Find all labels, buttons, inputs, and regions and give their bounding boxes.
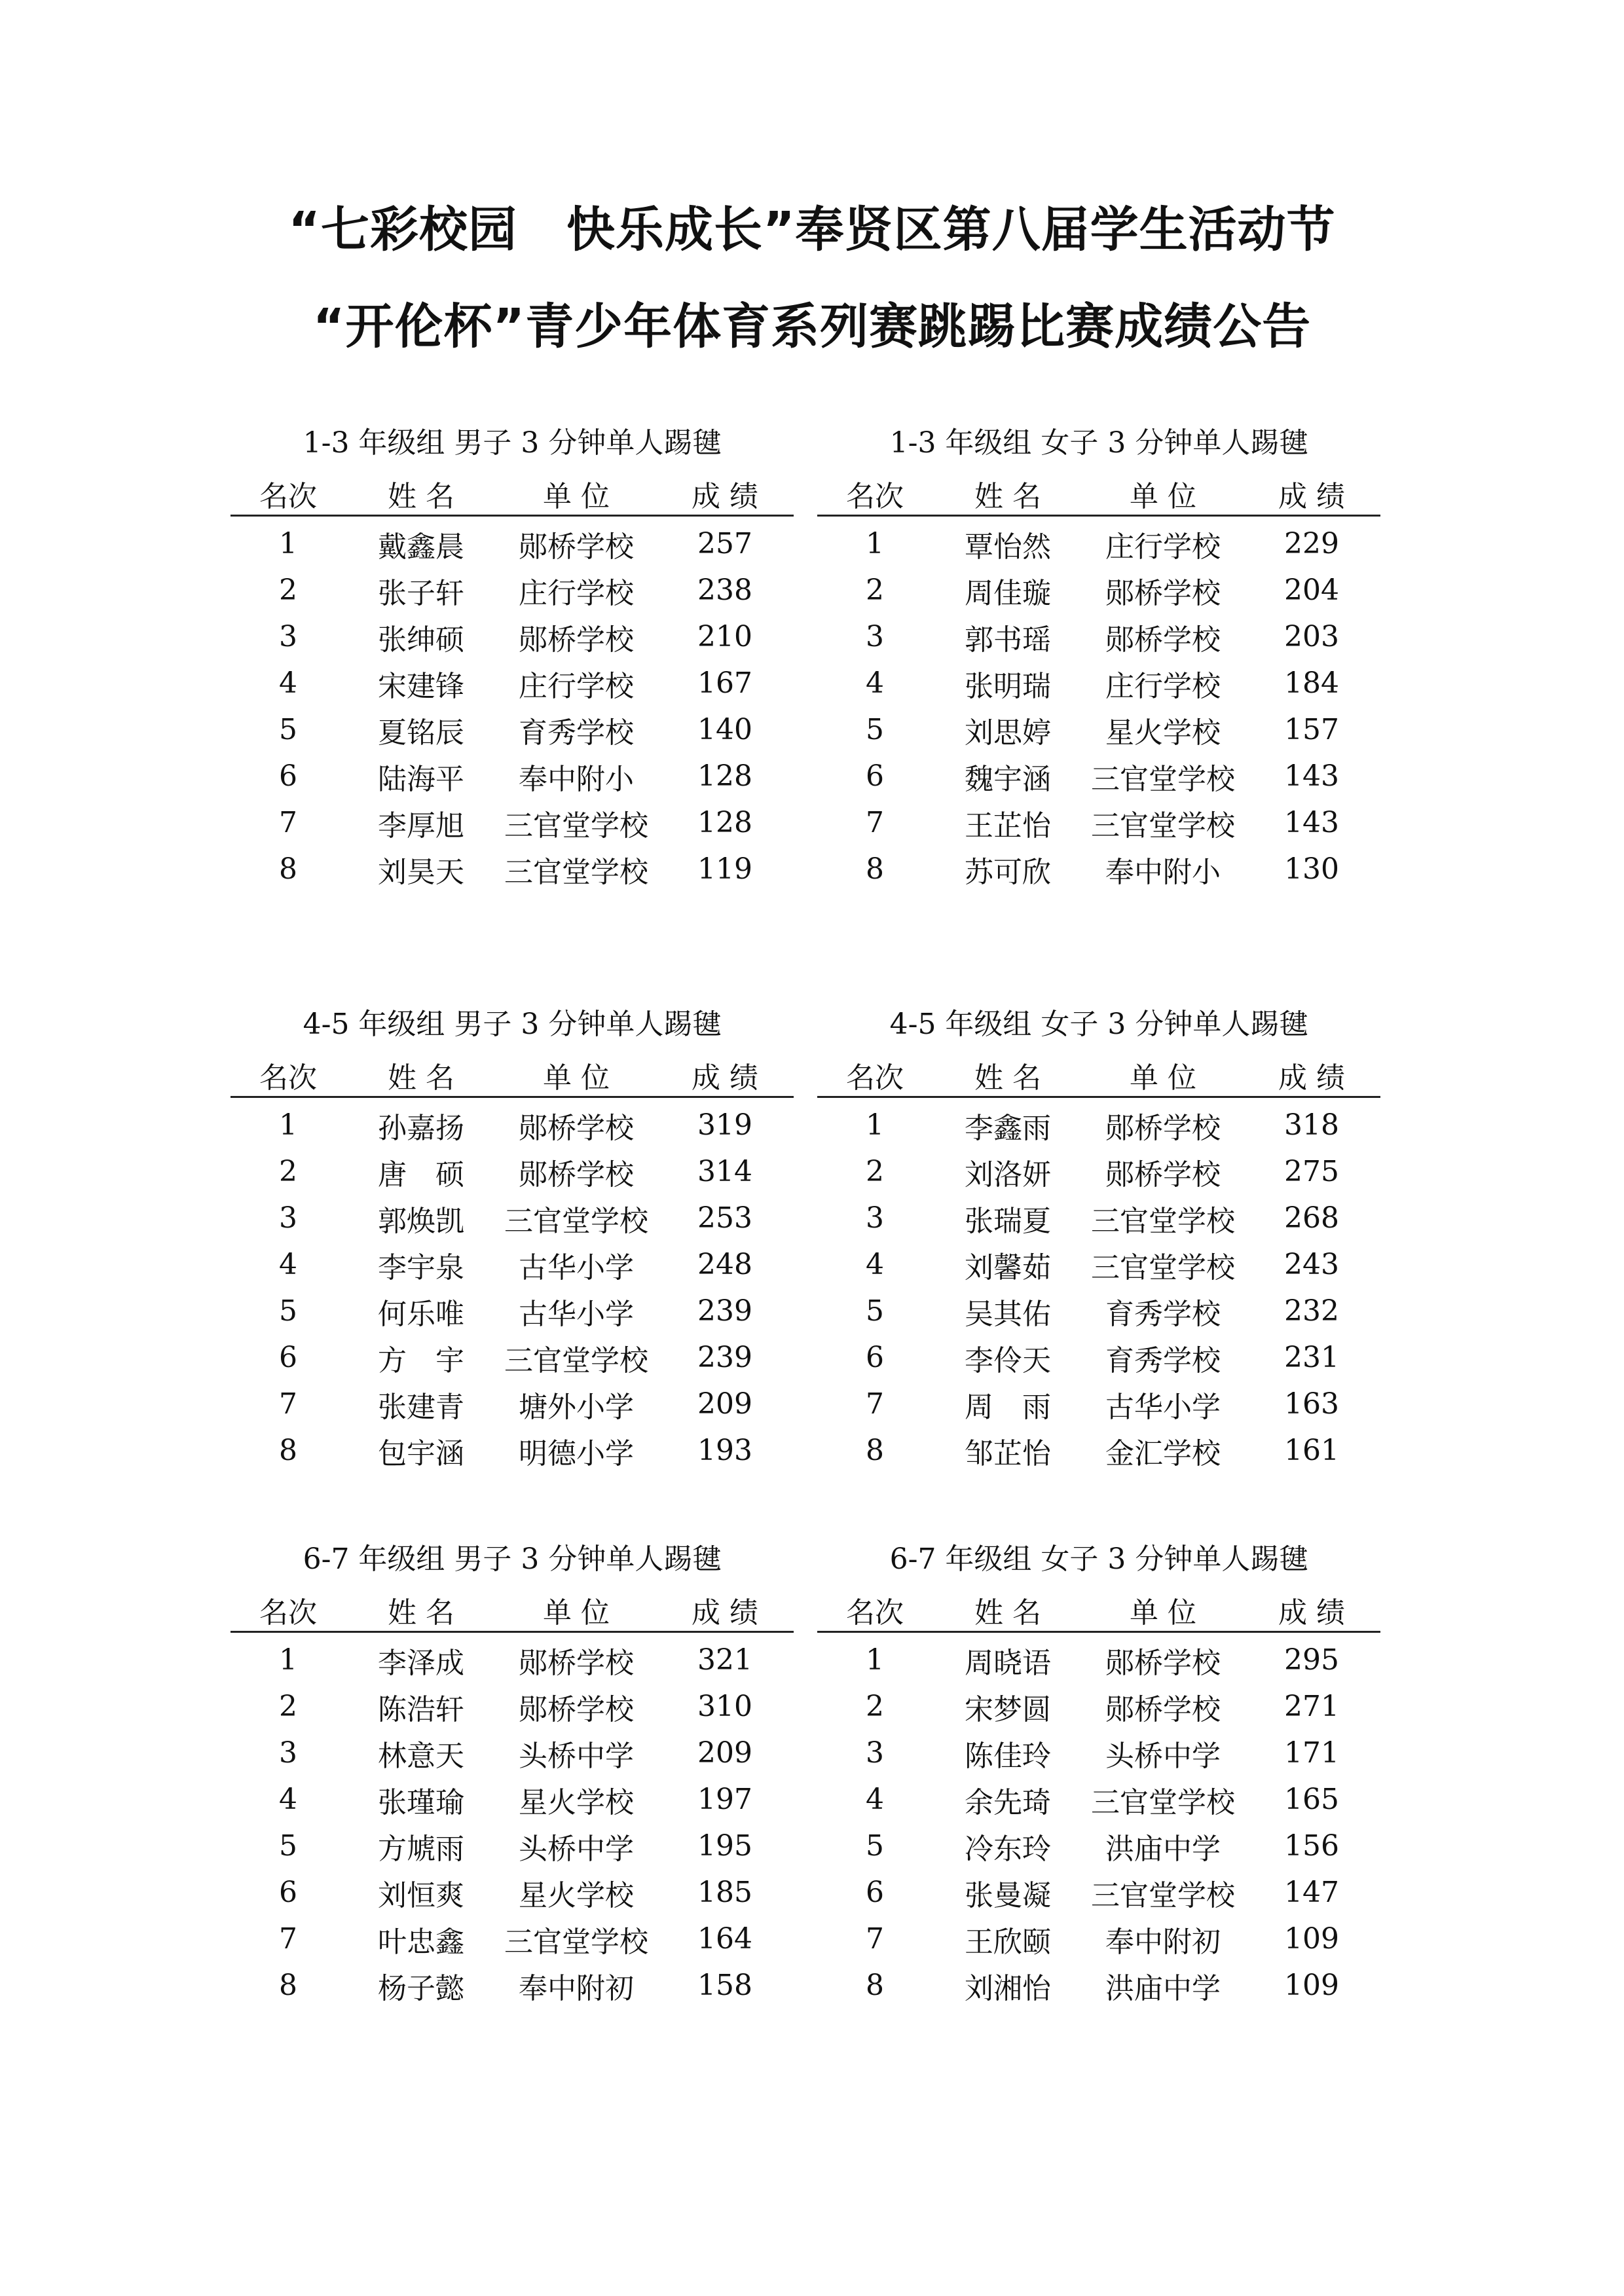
table-header-row — [817, 473, 1380, 516]
score-cell: 209 — [697, 1387, 752, 1421]
name-cell: 方 宇 — [378, 1343, 464, 1377]
score-cell: 209 — [697, 1736, 752, 1770]
rank-cell: 6 — [279, 759, 297, 793]
table-row — [817, 1241, 1380, 1288]
score-cell: 231 — [1284, 1341, 1339, 1374]
table-row — [231, 1869, 794, 1916]
rank-cell: 2 — [279, 1155, 297, 1188]
table-row — [231, 1916, 794, 1962]
rank-cell: 7 — [279, 806, 297, 839]
column-header-rank: 名次 — [231, 1589, 346, 1632]
name-cell: 李泽成 — [378, 1646, 464, 1680]
unit-cell: 奉中附小 — [1105, 855, 1221, 889]
column-header-rank: 名次 — [231, 1054, 346, 1097]
score-cell: 109 — [1284, 1922, 1339, 1956]
name-cell: 陈浩轩 — [378, 1692, 464, 1726]
score-cell: 253 — [697, 1201, 752, 1235]
results-table — [231, 473, 794, 892]
unit-cell: 郧桥学校 — [1105, 623, 1221, 657]
score-cell: 128 — [697, 806, 752, 839]
name-cell: 刘馨茹 — [965, 1250, 1051, 1285]
unit-cell: 郧桥学校 — [1105, 1692, 1221, 1726]
score-cell: 275 — [1284, 1155, 1339, 1188]
table-header-row — [817, 1589, 1380, 1632]
name-cell: 冷东玲 — [965, 1832, 1051, 1866]
score-cell: 229 — [1284, 527, 1339, 560]
unit-cell: 古华小学 — [519, 1250, 634, 1285]
rank-cell: 2 — [866, 1155, 884, 1188]
unit-cell: 星火学校 — [1105, 716, 1221, 750]
score-cell: 271 — [1284, 1690, 1339, 1723]
rank-cell: 3 — [279, 1736, 297, 1770]
rank-cell: 7 — [866, 1387, 884, 1421]
table-row — [231, 1288, 794, 1334]
name-cell: 唐 硕 — [378, 1157, 464, 1192]
unit-cell: 三官堂学校 — [1091, 809, 1235, 843]
name-cell: 张瑾瑜 — [378, 1785, 464, 1819]
table-row — [231, 1962, 794, 2009]
name-cell: 郭焕凯 — [378, 1204, 464, 1238]
rank-cell: 6 — [279, 1876, 297, 1909]
name-cell: 李伶天 — [965, 1343, 1051, 1377]
score-cell: 143 — [1284, 759, 1339, 793]
name-cell: 王欣颐 — [965, 1925, 1051, 1959]
unit-cell: 洪庙中学 — [1105, 1832, 1221, 1866]
score-cell: 156 — [1284, 1829, 1339, 1863]
unit-cell: 头桥中学 — [1105, 1739, 1221, 1773]
notice-title-line-1: “七彩校园 快乐成长”奉贤区第八届学生活动节 — [288, 202, 1336, 258]
unit-cell: 星火学校 — [519, 1878, 634, 1912]
score-cell: 161 — [1284, 1434, 1339, 1467]
name-cell: 何乐唯 — [378, 1297, 464, 1331]
name-cell: 杨子懿 — [378, 1971, 464, 2005]
score-cell: 243 — [1284, 1248, 1339, 1281]
unit-cell: 郧桥学校 — [519, 623, 634, 657]
rank-cell: 1 — [279, 527, 297, 560]
unit-cell: 郧桥学校 — [519, 1157, 634, 1192]
rank-cell: 1 — [279, 1108, 297, 1142]
rank-cell: 6 — [866, 1341, 884, 1374]
name-cell: 张绅硕 — [378, 623, 464, 657]
unit-cell: 庄行学校 — [1105, 530, 1221, 564]
table-row — [231, 1241, 794, 1288]
score-cell: 164 — [697, 1922, 752, 1956]
column-header-name: 姓 名 — [346, 1054, 496, 1097]
name-cell: 张子轩 — [378, 576, 464, 610]
name-cell: 覃怡然 — [965, 530, 1051, 564]
name-cell: 方虓雨 — [378, 1832, 464, 1866]
rank-cell: 7 — [866, 806, 884, 839]
rank-cell: 2 — [866, 1690, 884, 1723]
table-row — [817, 1962, 1380, 2009]
name-cell: 周晓语 — [965, 1646, 1051, 1680]
unit-cell: 郧桥学校 — [1105, 1111, 1221, 1145]
notice-title-line-2: “开伦杯”青少年体育系列赛跳踢比赛成绩公告 — [312, 299, 1312, 355]
column-header-score: 成 绩 — [656, 1054, 794, 1097]
table-row — [817, 567, 1380, 613]
table-row — [817, 1776, 1380, 1823]
score-cell: 119 — [697, 852, 752, 886]
table-row — [231, 1427, 794, 1474]
unit-cell: 郧桥学校 — [1105, 1646, 1221, 1680]
table-row — [817, 1823, 1380, 1869]
column-header-name: 姓 名 — [346, 473, 496, 516]
unit-cell: 郧桥学校 — [519, 1646, 634, 1680]
rank-cell: 2 — [279, 574, 297, 607]
column-header-name: 姓 名 — [932, 1589, 1083, 1632]
table-row — [231, 1148, 794, 1195]
rank-cell: 7 — [279, 1387, 297, 1421]
rank-cell: 3 — [866, 620, 884, 653]
name-cell: 苏可欣 — [965, 855, 1051, 889]
rank-cell: 4 — [866, 1783, 884, 1816]
column-header-score: 成 绩 — [1243, 473, 1380, 516]
table-row — [231, 1823, 794, 1869]
score-cell: 184 — [1284, 666, 1339, 700]
column-header-score: 成 绩 — [1243, 1589, 1380, 1632]
table-row — [231, 1381, 794, 1427]
column-header-rank: 名次 — [817, 1589, 932, 1632]
unit-cell: 星火学校 — [519, 1785, 634, 1819]
table-row — [231, 660, 794, 706]
unit-cell: 塘外小学 — [519, 1390, 634, 1424]
results-table — [231, 1589, 794, 2009]
unit-cell: 三官堂学校 — [1091, 1250, 1235, 1285]
score-cell: 140 — [697, 713, 752, 746]
rank-cell: 6 — [866, 759, 884, 793]
table-row — [817, 660, 1380, 706]
rank-cell: 8 — [279, 852, 297, 886]
column-header-rank: 名次 — [231, 473, 346, 516]
name-cell: 林意天 — [378, 1739, 464, 1773]
table-row — [817, 1427, 1380, 1474]
column-header-unit: 单 位 — [1083, 473, 1243, 516]
score-cell: 319 — [697, 1108, 752, 1142]
table-row — [817, 1148, 1380, 1195]
name-cell: 刘昊天 — [378, 855, 464, 889]
score-cell: 318 — [1284, 1108, 1339, 1142]
unit-cell: 庄行学校 — [519, 669, 634, 703]
unit-cell: 明德小学 — [519, 1436, 634, 1470]
unit-cell: 洪庙中学 — [1105, 1971, 1221, 2005]
rank-cell: 6 — [279, 1341, 297, 1374]
table-row — [817, 706, 1380, 753]
unit-cell: 三官堂学校 — [504, 1925, 648, 1959]
column-header-score: 成 绩 — [656, 1589, 794, 1632]
name-cell: 王芷怡 — [965, 809, 1051, 843]
name-cell: 孙嘉扬 — [378, 1111, 464, 1145]
name-cell: 张明瑞 — [965, 669, 1051, 703]
rank-cell: 7 — [866, 1922, 884, 1956]
rank-cell: 5 — [866, 713, 884, 746]
score-cell: 295 — [1284, 1643, 1339, 1677]
unit-cell: 三官堂学校 — [1091, 762, 1235, 796]
rank-cell: 5 — [279, 1294, 297, 1328]
name-cell: 戴鑫晨 — [378, 530, 464, 564]
name-cell: 宋建锋 — [378, 669, 464, 703]
unit-cell: 郧桥学校 — [519, 1692, 634, 1726]
score-cell: 239 — [697, 1294, 752, 1328]
score-cell: 268 — [1284, 1201, 1339, 1235]
score-cell: 193 — [697, 1434, 752, 1467]
table-row — [817, 1288, 1380, 1334]
unit-cell: 郧桥学校 — [1105, 576, 1221, 610]
unit-cell: 古华小学 — [519, 1297, 634, 1331]
unit-cell: 奉中附初 — [519, 1971, 634, 2005]
unit-cell: 育秀学校 — [1105, 1297, 1221, 1331]
rank-cell: 4 — [279, 1783, 297, 1816]
unit-cell: 郧桥学校 — [1105, 1157, 1221, 1192]
table-row — [231, 706, 794, 753]
rank-cell: 1 — [866, 1108, 884, 1142]
score-cell: 171 — [1284, 1736, 1339, 1770]
table-row — [231, 1334, 794, 1381]
table-header-row — [817, 1054, 1380, 1097]
unit-cell: 三官堂学校 — [504, 809, 648, 843]
rank-cell: 3 — [279, 1201, 297, 1235]
rank-cell: 1 — [279, 1643, 297, 1677]
table-row — [231, 846, 794, 892]
rank-cell: 7 — [279, 1922, 297, 1956]
unit-cell: 金汇学校 — [1105, 1436, 1221, 1470]
score-cell: 147 — [1284, 1876, 1339, 1909]
score-cell: 163 — [1284, 1387, 1339, 1421]
table-row — [231, 1730, 794, 1776]
table-row — [231, 799, 794, 846]
unit-cell: 郧桥学校 — [519, 530, 634, 564]
name-cell: 李宇泉 — [378, 1250, 464, 1285]
table-header-row — [231, 1589, 794, 1632]
block-title: 4-5 年级组 女子 3 分钟单人踢毽 — [889, 1008, 1308, 1041]
unit-cell: 头桥中学 — [519, 1832, 634, 1866]
score-cell: 130 — [1284, 852, 1339, 886]
rank-cell: 1 — [866, 527, 884, 560]
unit-cell: 古华小学 — [1105, 1390, 1221, 1424]
rank-cell: 5 — [866, 1829, 884, 1863]
table-row — [231, 516, 794, 568]
name-cell: 张建青 — [378, 1390, 464, 1424]
name-cell: 郭书瑶 — [965, 623, 1051, 657]
table-row — [231, 1683, 794, 1730]
table-row — [817, 1097, 1380, 1149]
rank-cell: 3 — [279, 620, 297, 653]
table-row — [231, 613, 794, 660]
rank-cell: 4 — [279, 666, 297, 700]
column-header-rank: 名次 — [817, 473, 932, 516]
score-cell: 195 — [697, 1829, 752, 1863]
column-header-score: 成 绩 — [656, 473, 794, 516]
block-title: 6-7 年级组 女子 3 分钟单人踢毽 — [889, 1542, 1308, 1576]
unit-cell: 三官堂学校 — [1091, 1878, 1235, 1912]
name-cell: 包宇涵 — [378, 1436, 464, 1470]
table-row — [231, 753, 794, 799]
score-cell: 157 — [1284, 713, 1339, 746]
rank-cell: 2 — [866, 574, 884, 607]
name-cell: 魏宇涵 — [965, 762, 1051, 796]
unit-cell: 育秀学校 — [519, 716, 634, 750]
column-header-score: 成 绩 — [1243, 1054, 1380, 1097]
name-cell: 陆海平 — [378, 762, 464, 796]
table-row — [817, 799, 1380, 846]
rank-cell: 8 — [866, 852, 884, 886]
table-header-row — [231, 473, 794, 516]
rank-cell: 5 — [279, 713, 297, 746]
block-title: 1-3 年级组 男子 3 分钟单人踢毽 — [303, 426, 722, 460]
block-title: 4-5 年级组 男子 3 分钟单人踢毽 — [303, 1008, 722, 1041]
column-header-unit: 单 位 — [496, 1054, 656, 1097]
column-header-unit: 单 位 — [1083, 1054, 1243, 1097]
column-header-unit: 单 位 — [496, 473, 656, 516]
unit-cell: 三官堂学校 — [1091, 1785, 1235, 1819]
rank-cell: 8 — [279, 1434, 297, 1467]
rank-cell: 3 — [866, 1201, 884, 1235]
table-row — [817, 1916, 1380, 1962]
score-cell: 310 — [697, 1690, 752, 1723]
score-cell: 143 — [1284, 806, 1339, 839]
unit-cell: 庄行学校 — [519, 576, 634, 610]
score-cell: 165 — [1284, 1783, 1339, 1816]
unit-cell: 奉中附小 — [519, 762, 634, 796]
rank-cell: 3 — [866, 1736, 884, 1770]
rank-cell: 5 — [279, 1829, 297, 1863]
results-table — [817, 473, 1380, 892]
rank-cell: 4 — [866, 1248, 884, 1281]
score-cell: 128 — [697, 759, 752, 793]
unit-cell: 头桥中学 — [519, 1739, 634, 1773]
unit-cell: 奉中附初 — [1105, 1925, 1221, 1959]
score-cell: 314 — [697, 1155, 752, 1188]
name-cell: 张曼凝 — [965, 1878, 1051, 1912]
rank-cell: 1 — [866, 1643, 884, 1677]
unit-cell: 郧桥学校 — [519, 1111, 634, 1145]
score-cell: 167 — [697, 666, 752, 700]
score-cell: 158 — [697, 1969, 752, 2002]
rank-cell: 4 — [866, 666, 884, 700]
name-cell: 陈佳玲 — [965, 1739, 1051, 1773]
score-cell: 248 — [697, 1248, 752, 1281]
results-table — [231, 1054, 794, 1474]
table-row — [817, 1730, 1380, 1776]
rank-cell: 8 — [866, 1969, 884, 2002]
rank-cell: 6 — [866, 1876, 884, 1909]
name-cell: 张瑞夏 — [965, 1204, 1051, 1238]
table-row — [231, 1776, 794, 1823]
table-row — [817, 753, 1380, 799]
table-row — [817, 613, 1380, 660]
table-row — [817, 1381, 1380, 1427]
name-cell: 吴其佑 — [965, 1297, 1051, 1331]
block-title: 1-3 年级组 女子 3 分钟单人踢毽 — [889, 426, 1308, 460]
unit-cell: 育秀学校 — [1105, 1343, 1221, 1377]
table-row — [817, 1334, 1380, 1381]
column-header-name: 姓 名 — [346, 1589, 496, 1632]
unit-cell: 庄行学校 — [1105, 669, 1221, 703]
block-title: 6-7 年级组 男子 3 分钟单人踢毽 — [303, 1542, 722, 1576]
table-row — [817, 846, 1380, 892]
name-cell: 夏铭辰 — [378, 716, 464, 750]
name-cell: 叶忠鑫 — [378, 1925, 464, 1959]
unit-cell: 三官堂学校 — [504, 1204, 648, 1238]
table-row — [817, 1195, 1380, 1241]
score-cell: 109 — [1284, 1969, 1339, 2002]
score-cell: 257 — [697, 527, 752, 560]
score-cell: 321 — [697, 1643, 752, 1677]
score-cell: 197 — [697, 1783, 752, 1816]
results-table — [817, 1054, 1380, 1474]
column-header-unit: 单 位 — [1083, 1589, 1243, 1632]
score-cell: 210 — [697, 620, 752, 653]
table-row — [817, 1869, 1380, 1916]
score-cell: 238 — [697, 574, 752, 607]
column-header-rank: 名次 — [817, 1054, 932, 1097]
table-header-row — [231, 1054, 794, 1097]
name-cell: 宋梦圆 — [965, 1692, 1051, 1726]
table-row — [231, 567, 794, 613]
rank-cell: 8 — [279, 1969, 297, 2002]
name-cell: 刘思婷 — [965, 716, 1051, 750]
rank-cell: 4 — [279, 1248, 297, 1281]
table-row — [231, 1097, 794, 1149]
unit-cell: 三官堂学校 — [1091, 1204, 1235, 1238]
name-cell: 周 雨 — [965, 1390, 1051, 1424]
column-header-unit: 单 位 — [496, 1589, 656, 1632]
rank-cell: 8 — [866, 1434, 884, 1467]
score-cell: 185 — [697, 1876, 752, 1909]
column-header-name: 姓 名 — [932, 473, 1083, 516]
table-row — [231, 1195, 794, 1241]
name-cell: 李鑫雨 — [965, 1111, 1051, 1145]
name-cell: 刘湘怡 — [965, 1971, 1051, 2005]
rank-cell: 5 — [866, 1294, 884, 1328]
score-cell: 232 — [1284, 1294, 1339, 1328]
name-cell: 刘恒爽 — [378, 1878, 464, 1912]
name-cell: 李厚旭 — [378, 809, 464, 843]
name-cell: 刘洛妍 — [965, 1157, 1051, 1192]
results-table — [817, 1589, 1380, 2009]
name-cell: 邹芷怡 — [965, 1436, 1051, 1470]
column-header-name: 姓 名 — [932, 1054, 1083, 1097]
table-row — [231, 1632, 794, 1684]
score-cell: 239 — [697, 1341, 752, 1374]
name-cell: 周佳璇 — [965, 576, 1051, 610]
name-cell: 余先琦 — [965, 1785, 1051, 1819]
score-cell: 203 — [1284, 620, 1339, 653]
rank-cell: 2 — [279, 1690, 297, 1723]
table-row — [817, 1683, 1380, 1730]
table-row — [817, 516, 1380, 568]
unit-cell: 三官堂学校 — [504, 855, 648, 889]
table-row — [817, 1632, 1380, 1684]
score-cell: 204 — [1284, 574, 1339, 607]
unit-cell: 三官堂学校 — [504, 1343, 648, 1377]
